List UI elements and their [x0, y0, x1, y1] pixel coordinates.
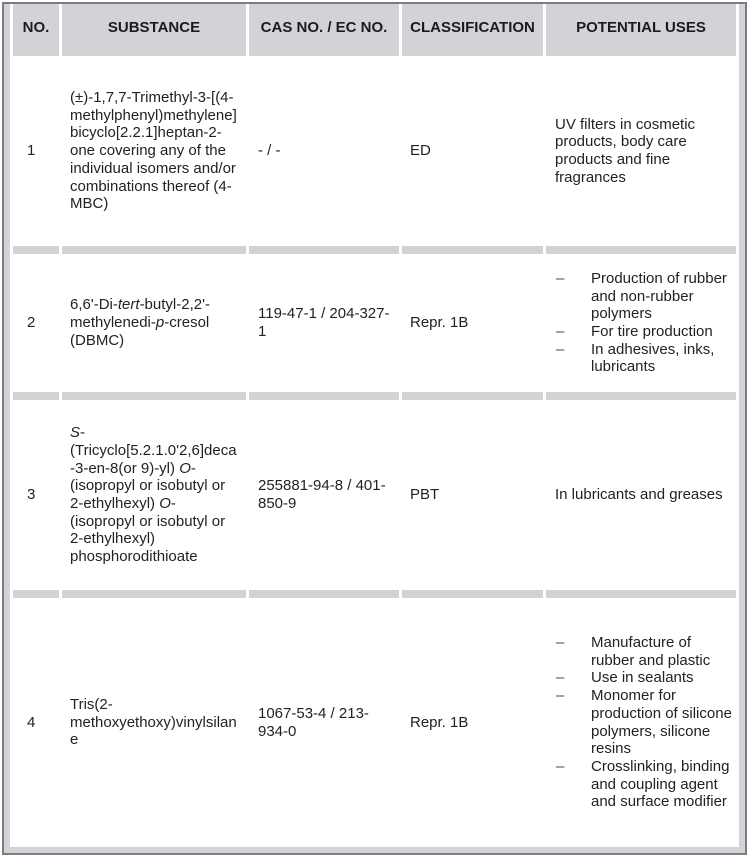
cell-cas-ec: 255881-94-8 / 401-850-9 — [249, 400, 399, 598]
substance-name: 6,6'-Di-tert-butyl-2,2'-methylenedi-p-cresol (DBMC) — [70, 296, 210, 349]
table-header-row — [13, 4, 736, 56]
uses-text: UV filters in cosmetic products, body care products and fine fragrances — [555, 115, 696, 186]
cell-classification: ED — [402, 56, 543, 254]
cell-cas-ec: 119-47-1 / 204-327-1 — [249, 254, 399, 400]
uses-item — [555, 758, 734, 811]
substance-name: S-(Tricyclo[5.2.1.0'2,6]deca-3-en-8(or 9)-yl) O-(isopropyl or isobutyl or 2-ethylhexyl) O-(isopropyl or isobutyl or 2-ethylhexyl) phosphorodithioate — [70, 424, 237, 566]
substance-name: (±)-1,7,7-Trimethyl-3-[(4-methylphenyl)methylene]bicyclo[2.2.1]heptan-2-one covering any of the individual isomers and/or combinations thereof (4-MBC) — [70, 89, 237, 213]
cell-no: 1 — [13, 56, 59, 254]
cell-substance — [62, 598, 246, 847]
cell-cas-ec: - / - — [249, 56, 399, 254]
cell-substance — [62, 400, 246, 598]
uses-item — [555, 323, 734, 341]
table-row — [13, 598, 736, 847]
cell-cas-ec: 1067-53-4 / 213-934-0 — [249, 598, 399, 847]
uses-item — [555, 270, 734, 323]
table-frame — [2, 2, 747, 855]
substance-name: Tris(2-methoxyethoxy)vinylsilane — [70, 695, 237, 749]
uses-text: In lubricants and greases — [555, 486, 723, 504]
cell-no: 2 — [13, 254, 59, 400]
dash-bullet: – — [556, 687, 565, 705]
cell-no: 3 — [13, 400, 59, 598]
uses-item — [555, 341, 734, 376]
document-page — [0, 2, 749, 861]
uses-item-text: Use in sealants — [591, 669, 694, 687]
uses-list — [555, 634, 734, 811]
uses-item-text: Production of rubber and non-rubber polymers — [591, 269, 727, 323]
cell-no: 4 — [13, 598, 59, 847]
dash-bullet: – — [556, 669, 565, 687]
table-row — [13, 400, 736, 598]
uses-item — [555, 634, 734, 669]
dash-bullet: – — [556, 340, 565, 358]
table-row — [13, 254, 736, 400]
dash-bullet: – — [556, 269, 565, 287]
cell-potential-uses — [546, 254, 736, 400]
cell-classification: PBT — [402, 400, 543, 598]
cell-classification: Repr. 1B — [402, 598, 543, 847]
substances-table — [10, 4, 739, 847]
table-body — [13, 56, 736, 847]
header-classification: CLASSIFICATION — [402, 4, 543, 56]
header-cas: CAS NO. / EC NO. — [249, 4, 399, 56]
uses-item-text: For tire production — [591, 323, 713, 340]
uses-item — [555, 669, 734, 687]
uses-item-text: In adhesives, inks, lubricants — [591, 340, 715, 376]
uses-item-text: Crosslinking, binding and coupling agent and surface modifier — [591, 757, 730, 811]
dash-bullet: – — [556, 323, 565, 340]
cell-potential-uses — [546, 400, 736, 598]
header-no: NO. — [13, 4, 59, 56]
uses-item-text: Manufacture of rubber and plastic — [591, 634, 711, 669]
header-uses: POTENTIAL USES — [546, 4, 736, 56]
uses-item-text: Monomer for production of silicone polymers, silicone resins — [591, 687, 732, 758]
cell-substance — [62, 254, 246, 400]
dash-bullet: – — [556, 757, 565, 775]
table-row — [13, 56, 736, 254]
header-substance: SUBSTANCE — [62, 4, 246, 56]
uses-list — [555, 270, 734, 376]
dash-bullet: – — [556, 634, 565, 652]
cell-substance — [62, 56, 246, 254]
cell-classification: Repr. 1B — [402, 254, 543, 400]
uses-item — [555, 687, 734, 758]
cell-potential-uses — [546, 598, 736, 847]
cell-potential-uses — [546, 56, 736, 254]
